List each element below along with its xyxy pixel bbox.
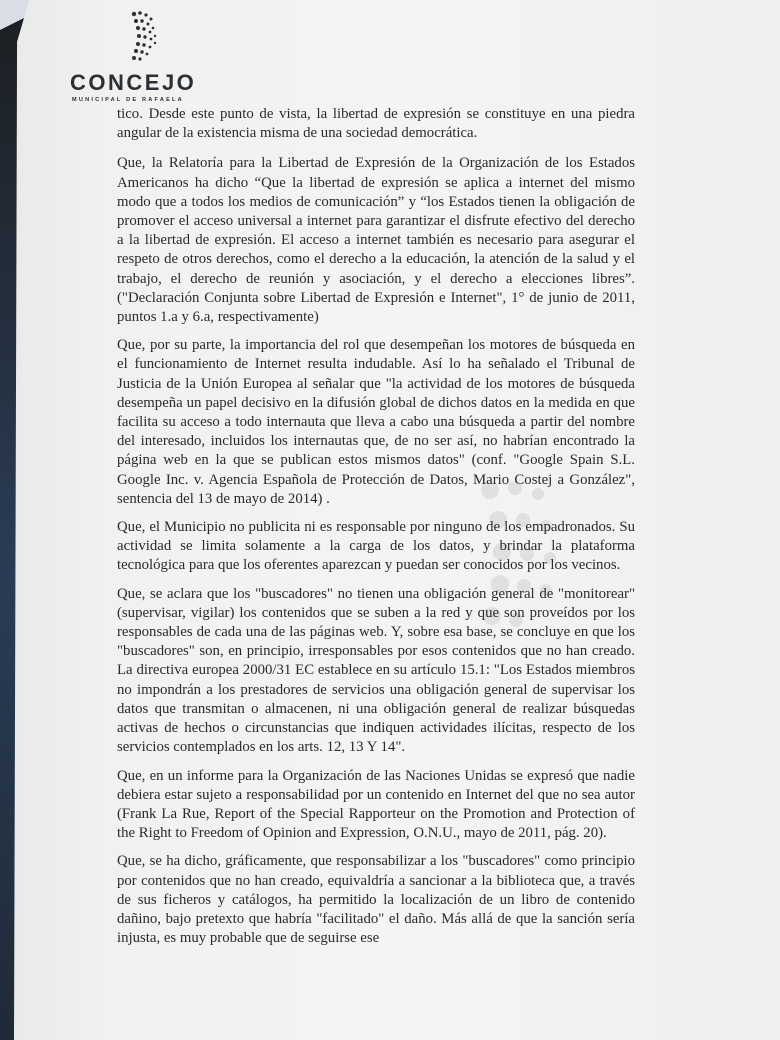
paragraph: Que, se ha dicho, gráficamente, que responsabilizar a los "buscadores" como principio por contenidos que no han creado, equivaldría a sancionar a la biblioteca que, a través de sus ficheros y catálogos, ha permitido la localización de un libro de contenido dañino, bajo pretexto que habría "facilitado" el daño. Más allá de que la sanción sería injusta, es muy probable que de seguirse ese	[117, 853, 635, 947]
paragraph: Que, el Municipio no publicita ni es responsable por ninguno de los empadronados. Su actividad se limita solamente a la carga de los datos, y brindar la plataforma tecnológica para que los oferentes aparezcan y puedan ser conocidos por los vecinos.	[117, 519, 635, 574]
paragraph: tico. Desde este punto de vista, la libertad de expresión se constituye en una piedra angular de la existencia misma de una sociedad democrática.	[117, 106, 635, 142]
document-body	[117, 105, 635, 957]
paragraph: Que, en un informe para la Organización de las Naciones Unidas se expresó que nadie debiera estar sujeto a responsabilidad por un contenido en Internet del que no sea autor (Frank La Rue, Report of the Special Rapporteur on the Promotion and Protection of the Right to Freedom of Opinion and Expression, O.N.U., mayo de 2011, pág. 20).	[117, 767, 635, 842]
paragraph: Que, se aclara que los "buscadores" no tienen una obligación general de "monitorear" (supervisar, vigilar) los contenidos que se suben a la red y que son proveídos por los responsables de cada una de las páginas web. Y, sobre esa base, se concluye en que los "buscadores" son, en principio, irresponsables por esos contenidos que no han creado. La directiva europea 2000/31 EC establece en su artículo 15.1: "Los Estados miembros no impondrán a los prestadores de servicios una obligación general de supervisar los datos que transmitan o almacenen, ni una obligación general de realizar búsquedas activas de hechos o circunstancias que indiquen actividades ilícitas, respecto de los servicios contemplados en los arts. 12, 13 Y 14".	[117, 585, 635, 756]
paragraph: Que, la Relatoría para la Libertad de Expresión de la Organización de los Estados Americanos ha dicho “Que la libertad de expresión se aplica a internet del mismo modo que a todos los medios de comunicación” y “los Estados tienen la obligación de promover el acceso universal a internet para garantizar el disfrute efectivo del derecho a la libertad de expresión. El acceso a internet también es necesario para asegurar el respeto de otros derechos, como el derecho a la educación, la atención de la salud y el trabajo, el derecho de reunión y asociación, y el derecho a elecciones libres”. ("Declaración Conjunta sobre Libertad de Expresión e Internet", 1° de junio de 2011, puntos 1.a y 6.a, respectivamente)	[117, 155, 635, 326]
concejo-emblem-icon	[108, 8, 164, 64]
concejo-logo	[70, 8, 210, 103]
org-name: CONCEJO	[70, 70, 197, 95]
paragraph: Que, por su parte, la importancia del rol que desempeñan los motores de búsqueda en el funcionamiento de Internet resulta indudable. Así lo ha señalado el Tribunal de Justicia de la Unión Europea al señalar que "la actividad de los motores de búsqueda desempeña un papel decisivo en la difusión global de dichos datos en la medida en que facilita su acceso a todo internauta que lleva a cabo una búsqueda a partir del nombre del interesado, incluidos los internautas que, de no ser así, no habrían encontrado la página web en la que se publican estos mismos datos" (conf. "Google Spain S.L. Google Inc. v. Agencia Española de Protección de Datos, Mario Costej a González", sentencia del 13 de mayo de 2014) .	[117, 337, 635, 507]
org-subtitle: MUNICIPAL DE RAFAELA	[72, 97, 184, 103]
